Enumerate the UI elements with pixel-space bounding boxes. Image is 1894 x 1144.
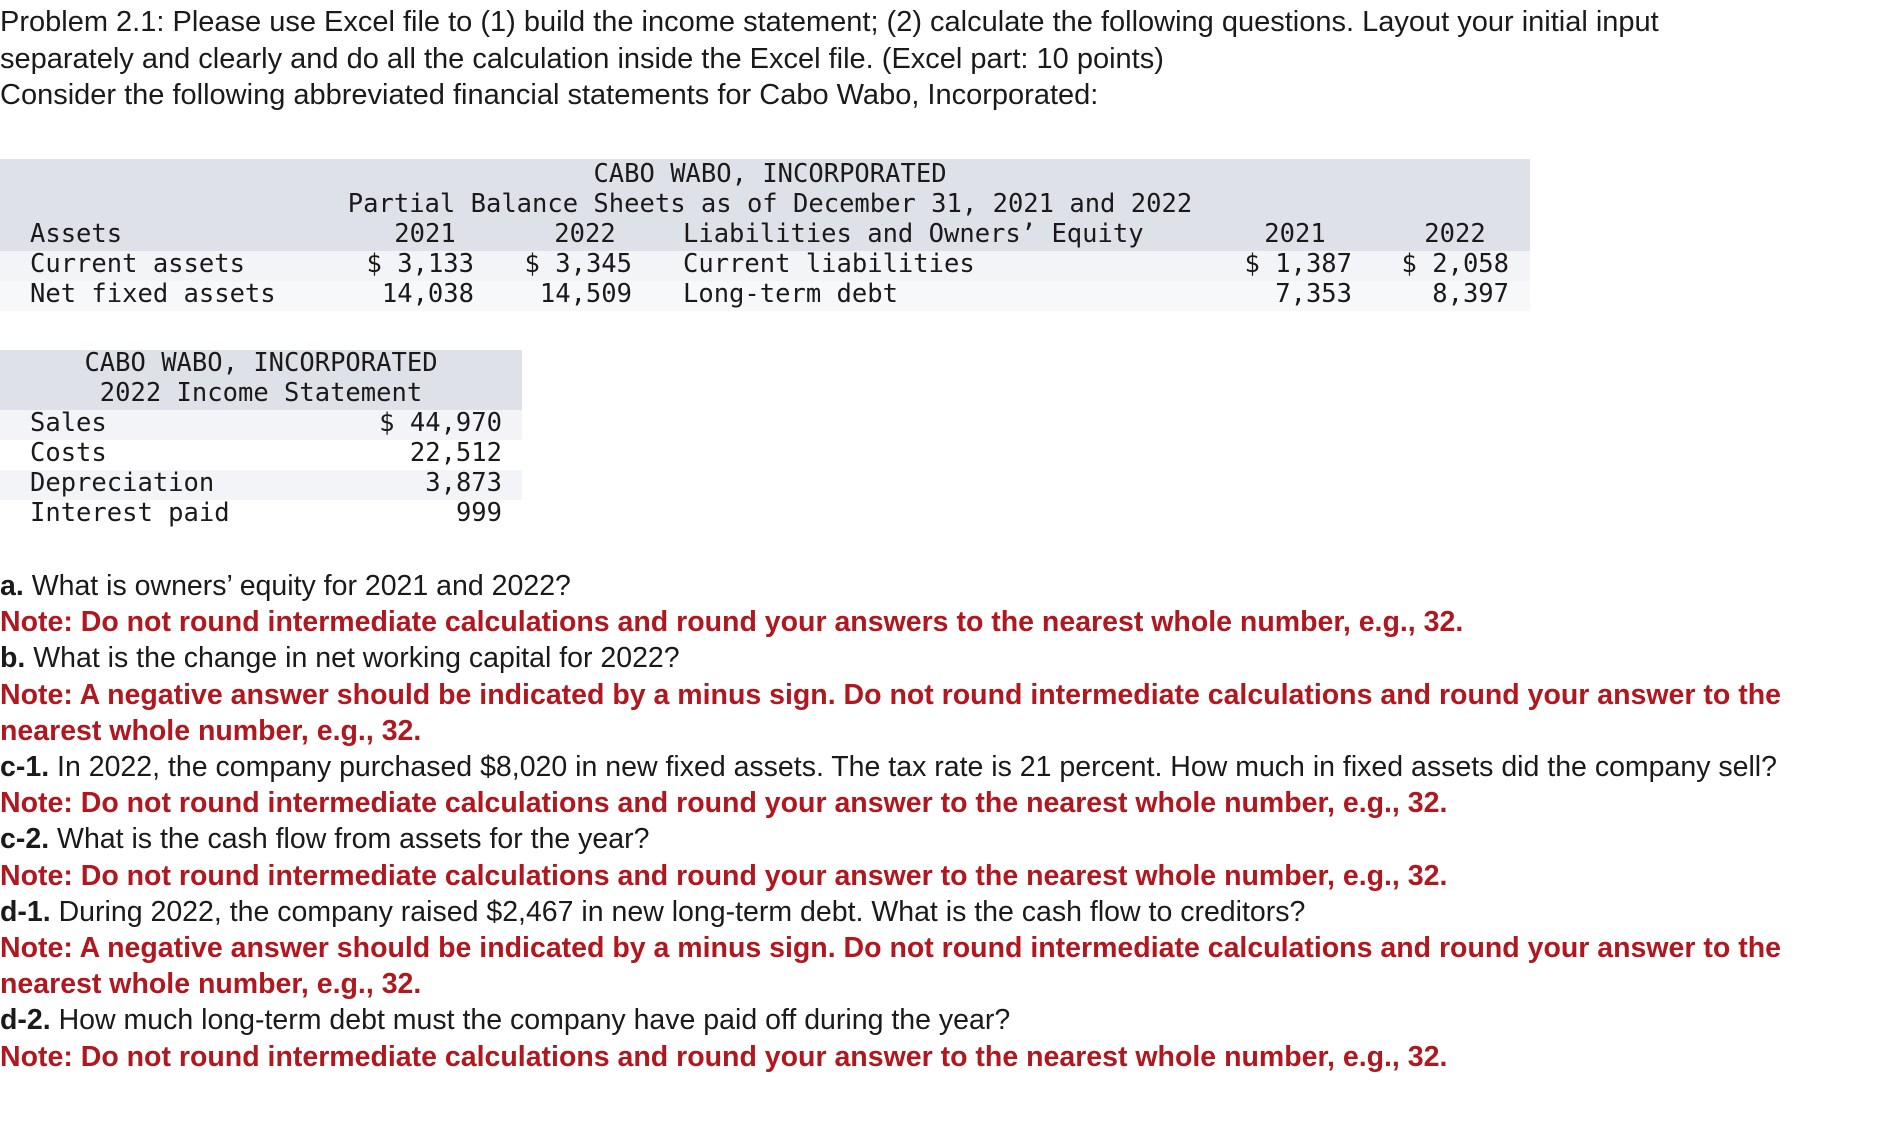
question-tag: b. (0, 642, 26, 675)
intro-line-2: separately and clearly and do all the calculation inside the Excel file. (Excel part: 10 points) (0, 42, 1164, 75)
question-d1 (0, 894, 1890, 930)
balance-sheet-asset-2021: $ 3,133 (366, 249, 474, 279)
income-statement-label: Interest paid (30, 498, 230, 528)
income-statement-label: Sales (30, 408, 107, 438)
question-a (0, 568, 1890, 604)
question-b-note: Note: A negative answer should be indicated by a minus sign. Do not round intermediate calculations and round your answer to the nearest whole number, e.g., 32. (0, 678, 1781, 747)
income-statement-value: 22,512 (409, 438, 502, 468)
income-statement-value: 3,873 (425, 468, 502, 498)
assets-header: Assets (30, 219, 123, 249)
question-tag: a. (0, 570, 24, 602)
income-statement-label: Costs (30, 438, 107, 468)
question-text: In 2022, the company purchased $8,020 in new fixed assets. The tax rate is 21 percent. How much in fixed assets did the company sell? (49, 751, 1777, 784)
balance-sheet-liability-2021: $ 1,387 (1244, 249, 1352, 279)
assets-year-2022: 2022 (554, 219, 616, 249)
question-c1-note: Note: Do not round intermediate calculations and round your answer to the nearest whole number, e.g., 32. (0, 787, 1448, 820)
questions-list (0, 568, 1890, 1075)
balance-sheet-asset-label: Net fixed assets (30, 279, 276, 309)
balance-sheet-asset-label: Current assets (30, 249, 245, 279)
income-statement-label: Depreciation (30, 468, 215, 498)
question-tag: c-1. (0, 751, 50, 784)
income-statement-value: 999 (455, 498, 502, 528)
question-tag: d-2. (0, 1004, 51, 1037)
income-statement-company: CABO WABO, INCORPORATED (84, 348, 438, 378)
question-d1-note: Note: A negative answer should be indicated by a minus sign. Do not round intermediate calculations and round your answer to the nearest whole number, e.g., 32. (0, 932, 1781, 1001)
intro-line-1: Problem 2.1: Please use Excel file to (1) build the income statement; (2) calculate the following questions. Layout your initial input (0, 6, 1659, 38)
income-statement-subtitle: 2022 Income Statement (99, 378, 423, 408)
balance-sheet-liability-label: Long-term debt (683, 279, 898, 309)
question-a-note: Note: Do not round intermediate calculations and round your answers to the nearest whole number, e.g., 32. (0, 606, 1464, 639)
balance-sheet-liability-label: Current liabilities (683, 249, 975, 279)
liabilities-year-2021: 2021 (1264, 219, 1326, 249)
question-c2 (0, 821, 1890, 857)
balance-sheet-subtitle: Partial Balance Sheets as of December 31, 2021 and 2022 (347, 189, 1193, 219)
income-statement-value: $ 44,970 (379, 408, 502, 438)
question-c2-note: Note: Do not round intermediate calculations and round your answer to the nearest whole number, e.g., 32. (0, 859, 1448, 892)
question-c1 (0, 749, 1890, 785)
balance-sheet-liability-2021: 7,353 (1275, 279, 1352, 309)
question-text: What is the change in net working capital for 2022? (25, 642, 680, 675)
question-text: How much long-term debt must the company have paid off during the year? (50, 1004, 1011, 1037)
question-b (0, 640, 1890, 676)
problem-intro (0, 4, 1880, 114)
balance-sheet-asset-2022: $ 3,345 (524, 249, 632, 279)
balance-sheet-asset-2022: 14,509 (539, 279, 632, 309)
liabilities-year-2022: 2022 (1424, 219, 1486, 249)
question-d2 (0, 1002, 1890, 1038)
balance-sheet-liability-2022: $ 2,058 (1401, 249, 1509, 279)
balance-sheet-asset-2021: 14,038 (381, 279, 474, 309)
question-tag: d-1. (0, 895, 51, 928)
balance-sheet-liability-2022: 8,397 (1432, 279, 1509, 309)
intro-line-3: Consider the following abbreviated financial statements for Cabo Wabo, Incorporated: (0, 79, 1099, 111)
question-text: During 2022, the company raised $2,467 in new long-term debt. What is the cash flow to creditors? (50, 895, 1306, 928)
question-d2-note: Note: Do not round intermediate calculations and round your answer to the nearest whole number, e.g., 32. (0, 1040, 1448, 1073)
question-text: What is owners’ equity for 2021 and 2022? (23, 570, 571, 602)
liabilities-header: Liabilities and Owners’ Equity (683, 219, 1144, 249)
assets-year-2021: 2021 (394, 219, 456, 249)
question-tag: c-2. (0, 823, 50, 856)
balance-sheet-company: CABO WABO, INCORPORATED (593, 159, 947, 189)
question-text: What is the cash flow from assets for the year? (49, 823, 650, 856)
